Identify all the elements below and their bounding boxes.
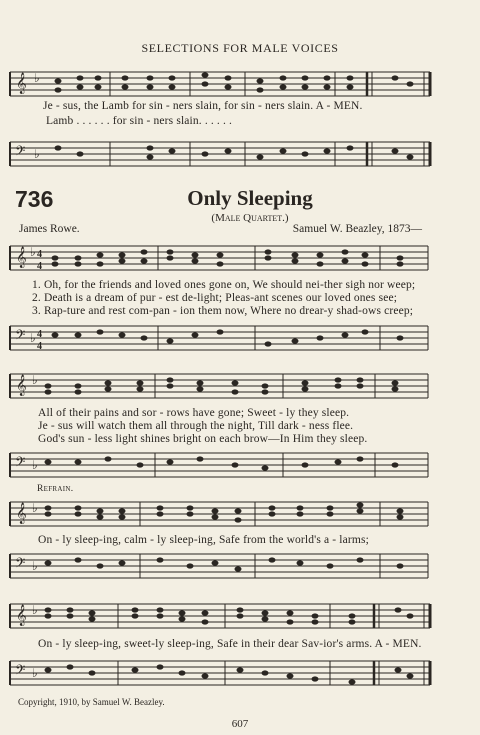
system2-verse2: Je - sus will watch them all through the night, Till dark - ness flee. xyxy=(38,420,354,432)
system1-treble-staff xyxy=(0,240,480,274)
system4-lyric: On - ly sleep-ing, sweet-ly sleep-ing, Safe in their dear Sav-ior's arms. A - MEN. xyxy=(38,638,422,650)
svg-text:𝄞: 𝄞 xyxy=(16,375,27,395)
svg-text:𝄢: 𝄢 xyxy=(15,456,26,473)
system3-treble-staff xyxy=(0,496,480,530)
system2-verse3: God's sun - less light shines bright on each brow—In Him they sleep. xyxy=(38,433,368,445)
system2-treble-staff xyxy=(0,368,480,402)
svg-text:♭: ♭ xyxy=(34,147,40,161)
svg-text:♭: ♭ xyxy=(32,666,38,680)
system3-bass-staff xyxy=(0,548,480,582)
system2-verse1: All of their pains and sor - rows have gone; Sweet - ly they sleep. xyxy=(38,407,350,419)
svg-text:♭: ♭ xyxy=(32,559,38,573)
svg-text:4: 4 xyxy=(37,341,42,352)
prev-hymn-bass-staff xyxy=(0,136,480,170)
hymn-author: James Rowe. xyxy=(19,223,80,235)
svg-text:𝄢: 𝄢 xyxy=(15,557,26,574)
svg-text:♭: ♭ xyxy=(32,373,38,387)
system2-bass-staff xyxy=(0,447,480,481)
svg-text:𝄢: 𝄢 xyxy=(15,664,26,681)
hymn-composer: Samuel W. Beazley, 1873— xyxy=(292,223,422,235)
svg-text:♭: ♭ xyxy=(32,458,38,472)
hymn-subtitle: (Male Quartet.) xyxy=(211,212,289,224)
svg-text:𝄞: 𝄞 xyxy=(16,247,27,267)
svg-text:4: 4 xyxy=(37,249,42,260)
svg-text:𝄞: 𝄞 xyxy=(16,503,27,523)
copyright-notice: Copyright, 1910, by Samuel W. Beazley. xyxy=(18,697,165,707)
refrain-label: Refrain. xyxy=(37,484,74,494)
svg-text:♭: ♭ xyxy=(32,501,38,515)
svg-text:♭: ♭ xyxy=(34,71,40,85)
prev-hymn-treble-staff xyxy=(0,66,480,100)
svg-text:♭: ♭ xyxy=(30,245,36,259)
system4-bass-staff xyxy=(0,655,480,689)
system1-verse3: 3. Rap-ture and rest com-pan - ion them now, Where no drear-y shad-ows creep; xyxy=(32,305,414,317)
svg-text:♭: ♭ xyxy=(30,331,36,345)
page-number: 607 xyxy=(231,718,249,730)
system1-verse1: 1. Oh, for the friends and loved ones gone on, We should nei-ther sigh nor weep; xyxy=(32,279,416,291)
page-header: SELECTIONS FOR MALE VOICES xyxy=(141,41,339,55)
prev-hymn-lyric-line2: Lamb . . . . . . for sin - ners slain. . . . . . xyxy=(46,115,233,127)
svg-text:4: 4 xyxy=(37,261,42,272)
system3-lyric: On - ly sleep-ing, calm - ly sleep-ing, Safe from the world's a - larms; xyxy=(38,534,369,546)
system1-verse2: 2. Death is a dream of pur - est de-light; Pleas-ant scenes our loved ones see; xyxy=(32,292,398,304)
svg-text:𝄞: 𝄞 xyxy=(16,605,27,625)
svg-text:𝄞: 𝄞 xyxy=(16,73,27,93)
system1-bass-staff xyxy=(0,320,480,354)
system4-treble-staff xyxy=(0,598,480,632)
svg-text:♭: ♭ xyxy=(32,603,38,617)
svg-text:𝄢: 𝄢 xyxy=(15,329,26,346)
svg-text:4: 4 xyxy=(37,329,42,340)
prev-hymn-lyric-line1: Je - sus, the Lamb for sin - ners slain, for sin - ners slain. A - MEN. xyxy=(43,100,363,112)
hymn-number: 736 xyxy=(15,186,54,212)
hymn-title: Only Sleeping xyxy=(187,186,313,210)
svg-text:𝄢: 𝄢 xyxy=(15,145,26,162)
